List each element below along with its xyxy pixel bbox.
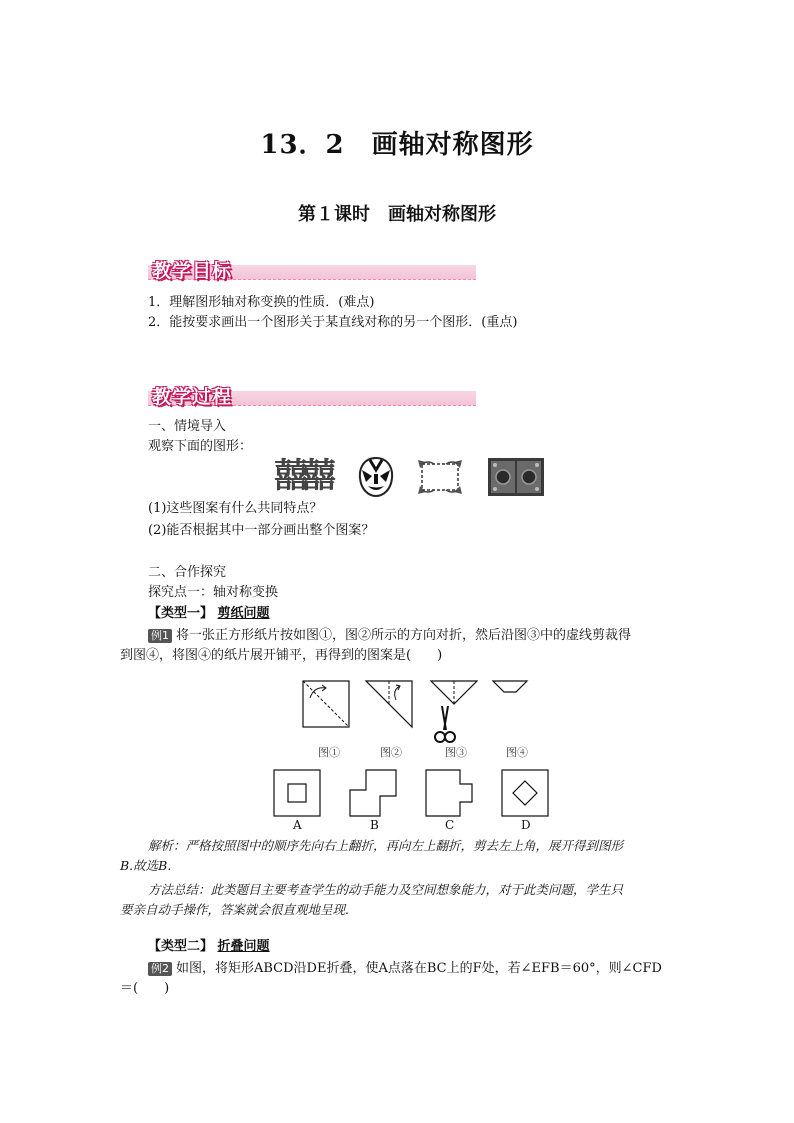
figure-caption-3: 图③	[445, 746, 467, 759]
figure-caption-1: 图①	[318, 746, 340, 759]
section-explore: 二、合作探究	[148, 565, 227, 580]
observe-prompt: 观察下面的图形：	[148, 439, 253, 454]
option-d-shape	[502, 770, 548, 816]
page-title: 13．2 画轴对称图形	[260, 130, 534, 160]
question-1: (1)这些图案有什么共同特点？	[148, 501, 323, 516]
figure-caption-4: 图④	[506, 746, 528, 759]
scissors-icon	[432, 706, 458, 744]
option-a-label: A	[293, 818, 302, 832]
example-2-line-2: ＝( )	[120, 981, 170, 996]
summary-line-2: 要亲自动手操作，答案就会很直观地呈现.	[120, 902, 349, 917]
section-intro: 一、情境导入	[148, 419, 227, 434]
option-b-shape	[350, 770, 396, 816]
goals-banner-label: 教学目标	[152, 260, 233, 282]
window-lattice-image	[488, 458, 544, 496]
type-1-name: 剪纸问题	[217, 606, 270, 621]
example-1-text: 将一张正方形纸片按如图①，图②所示的方向对折，然后沿图③中的虚线剪裁得	[176, 628, 632, 643]
option-c-shape	[426, 770, 472, 816]
figure-caption-2: 图②	[380, 746, 402, 759]
example-2-badge: 例2	[148, 962, 172, 976]
summary-line-1: 方法总结：此类题目主要考查学生的动手能力及空间想象能力，对于此类问题，学生只	[148, 882, 624, 897]
explore-point-1: 探究点一：轴对称变换	[148, 585, 279, 600]
opera-mask-image	[356, 456, 396, 498]
example-1-line-1	[148, 627, 631, 645]
option-d-label: D	[521, 818, 531, 832]
option-b-label: B	[370, 818, 379, 832]
double-happiness-image: 囍囍	[274, 456, 330, 496]
type-1-label: 【类型一】	[148, 606, 214, 621]
goal-item: 2．能按要求画出一个图形关于某直线对称的另一个图形．(重点)	[148, 315, 518, 330]
analysis-line-2: B.故选B.	[120, 858, 172, 873]
option-c-label: C	[445, 818, 455, 832]
type-2-heading	[148, 938, 270, 956]
goal-item: 1．理解图形轴对称变换的性质．(难点)	[148, 295, 375, 310]
analysis-line-1: 解析：严格按照图中的顺序先向右上翻折，再向左上翻折，剪去左上角，展开得到图形	[148, 838, 624, 853]
example-2-text: 如图，将矩形ABCD沿DE折叠，使A点落在BC上的F处，若∠EFB＝60°，则∠CFD	[176, 961, 662, 976]
goals-banner	[148, 258, 476, 284]
example-1-line-2: 到图④，将图④的纸片展开铺平，再得到的图案是( )	[120, 648, 443, 663]
question-2: (2)能否根据其中一部分画出整个图案？	[148, 523, 375, 538]
example-2-line-1	[148, 960, 662, 978]
example-1-badge: 例1	[148, 629, 172, 643]
process-banner-label: 教学过程	[152, 386, 233, 408]
option-a-shape	[274, 770, 320, 816]
type-2-label: 【类型二】	[148, 939, 214, 954]
lesson-subtitle: 第１课时 画轴对称图形	[298, 204, 496, 225]
folding-steps-figure	[300, 678, 540, 748]
type-2-name: 折叠问题	[217, 939, 270, 954]
process-banner	[148, 384, 476, 410]
answer-options-figure	[272, 768, 552, 818]
type-1-heading	[148, 605, 270, 623]
ornamental-frame-image	[416, 458, 464, 496]
